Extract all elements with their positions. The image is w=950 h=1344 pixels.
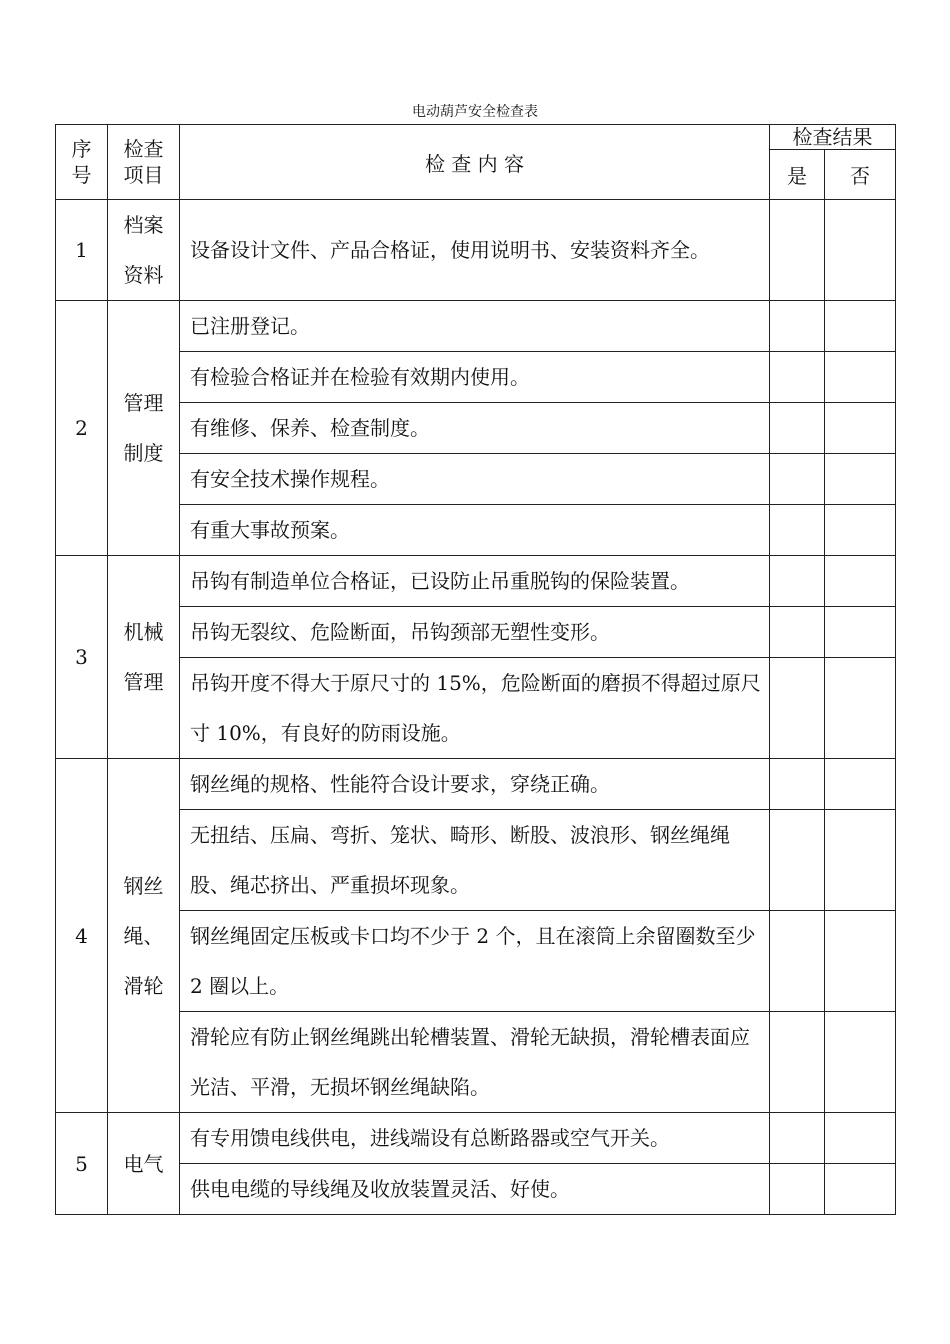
table-row	[56, 556, 896, 607]
check-item: 供电电缆的导线绳及收放装置灵活、好使。	[180, 1164, 770, 1215]
check-item: 有重大事故预案。	[180, 505, 770, 556]
check-yes-cell[interactable]	[770, 911, 825, 1012]
header-yes: 是	[770, 150, 825, 200]
check-yes-cell[interactable]	[770, 1113, 825, 1164]
header-content: 检 查 内 容	[180, 125, 770, 200]
table-row	[56, 200, 896, 301]
check-item: 已注册登记。	[180, 301, 770, 352]
table-row	[56, 403, 896, 454]
category-line: 管理	[123, 670, 164, 694]
header-no: 否	[825, 150, 896, 200]
check-item: 吊钩有制造单位合格证，已设防止吊重脱钩的保险装置。	[180, 556, 770, 607]
check-item: 有检验合格证并在检验有效期内使用。	[180, 352, 770, 403]
header-row	[56, 125, 896, 150]
table-row	[56, 352, 896, 403]
check-no-cell[interactable]	[825, 403, 896, 454]
check-item: 滑轮应有防止钢丝绳跳出轮槽装置、滑轮无缺损，滑轮槽表面应光洁、平滑，无损坏钢丝绳缺陷。	[180, 1012, 770, 1113]
check-yes-cell[interactable]	[770, 505, 825, 556]
header-seq-line: 号	[71, 163, 92, 187]
table-row	[56, 1164, 896, 1215]
check-item: 吊钩开度不得大于原尺寸的 15%，危险断面的磨损不得超过原尺寸 10%，有良好的防雨设施。	[180, 658, 770, 759]
check-item: 设备设计文件、产品合格证，使用说明书、安装资料齐全。	[180, 200, 770, 301]
check-item: 钢丝绳固定压板或卡口均不少于 2 个，且在滚筒上余留圈数至少 2 圈以上。	[180, 911, 770, 1012]
table-row	[56, 301, 896, 352]
section-number: 4	[56, 759, 108, 1113]
check-item: 吊钩无裂纹、危险断面，吊钩颈部无塑性变形。	[180, 607, 770, 658]
check-no-cell[interactable]	[825, 1012, 896, 1113]
check-no-cell[interactable]	[825, 556, 896, 607]
check-item: 钢丝绳的规格、性能符合设计要求，穿绕正确。	[180, 759, 770, 810]
check-item: 有安全技术操作规程。	[180, 454, 770, 505]
check-item: 无扭结、压扁、弯折、笼状、畸形、断股、波浪形、钢丝绳绳股、绳芯挤出、严重损坏现象。	[180, 810, 770, 911]
check-no-cell[interactable]	[825, 352, 896, 403]
check-no-cell[interactable]	[825, 658, 896, 759]
document-title: 电动葫芦安全检查表	[412, 104, 538, 120]
check-no-cell[interactable]	[825, 454, 896, 505]
category-line: 资料	[123, 263, 164, 287]
section-number: 2	[56, 301, 108, 556]
table-row	[56, 1113, 896, 1164]
check-no-cell[interactable]	[825, 1164, 896, 1215]
check-item: 有维修、保养、检查制度。	[180, 403, 770, 454]
check-yes-cell[interactable]	[770, 556, 825, 607]
table-row	[56, 505, 896, 556]
check-yes-cell[interactable]	[770, 301, 825, 352]
table-row	[56, 810, 896, 911]
category-line: 绳、	[123, 923, 164, 948]
section-category	[108, 301, 180, 556]
check-yes-cell[interactable]	[770, 352, 825, 403]
check-yes-cell[interactable]	[770, 454, 825, 505]
category-line: 管理	[123, 391, 164, 415]
check-no-cell[interactable]	[825, 911, 896, 1012]
table-row	[56, 607, 896, 658]
category-line: 滑轮	[123, 973, 164, 998]
check-no-cell[interactable]	[825, 810, 896, 911]
section-number: 3	[56, 556, 108, 759]
category-line: 钢丝	[123, 873, 164, 898]
section-category	[108, 556, 180, 759]
section-category	[108, 1113, 180, 1215]
check-yes-cell[interactable]	[770, 658, 825, 759]
check-no-cell[interactable]	[825, 200, 896, 301]
table-row	[56, 454, 896, 505]
table-row	[56, 759, 896, 810]
check-no-cell[interactable]	[825, 1113, 896, 1164]
check-yes-cell[interactable]	[770, 810, 825, 911]
check-no-cell[interactable]	[825, 301, 896, 352]
check-yes-cell[interactable]	[770, 200, 825, 301]
category-line: 档案	[123, 213, 164, 237]
check-no-cell[interactable]	[825, 759, 896, 810]
check-yes-cell[interactable]	[770, 759, 825, 810]
check-no-cell[interactable]	[825, 607, 896, 658]
table-row	[56, 911, 896, 1012]
check-item: 有专用馈电线供电，进线端设有总断路器或空气开关。	[180, 1113, 770, 1164]
inspection-table	[55, 124, 896, 1215]
header-seq	[56, 125, 108, 200]
category-line: 机械	[123, 620, 164, 644]
header-item-line: 检查	[123, 137, 164, 161]
check-no-cell[interactable]	[825, 505, 896, 556]
header-item-line: 项目	[123, 163, 164, 187]
header-item	[108, 125, 180, 200]
section-number: 1	[56, 200, 108, 301]
category-line: 制度	[123, 441, 164, 465]
section-category	[108, 200, 180, 301]
section-category	[108, 759, 180, 1113]
check-yes-cell[interactable]	[770, 403, 825, 454]
table-row	[56, 1012, 896, 1113]
check-yes-cell[interactable]	[770, 1164, 825, 1215]
header-seq-line: 序	[71, 137, 92, 161]
check-yes-cell[interactable]	[770, 607, 825, 658]
category-line: 电气	[123, 1151, 164, 1176]
header-result: 检查结果	[770, 125, 896, 150]
table-row	[56, 658, 896, 759]
check-yes-cell[interactable]	[770, 1012, 825, 1113]
section-number: 5	[56, 1113, 108, 1215]
